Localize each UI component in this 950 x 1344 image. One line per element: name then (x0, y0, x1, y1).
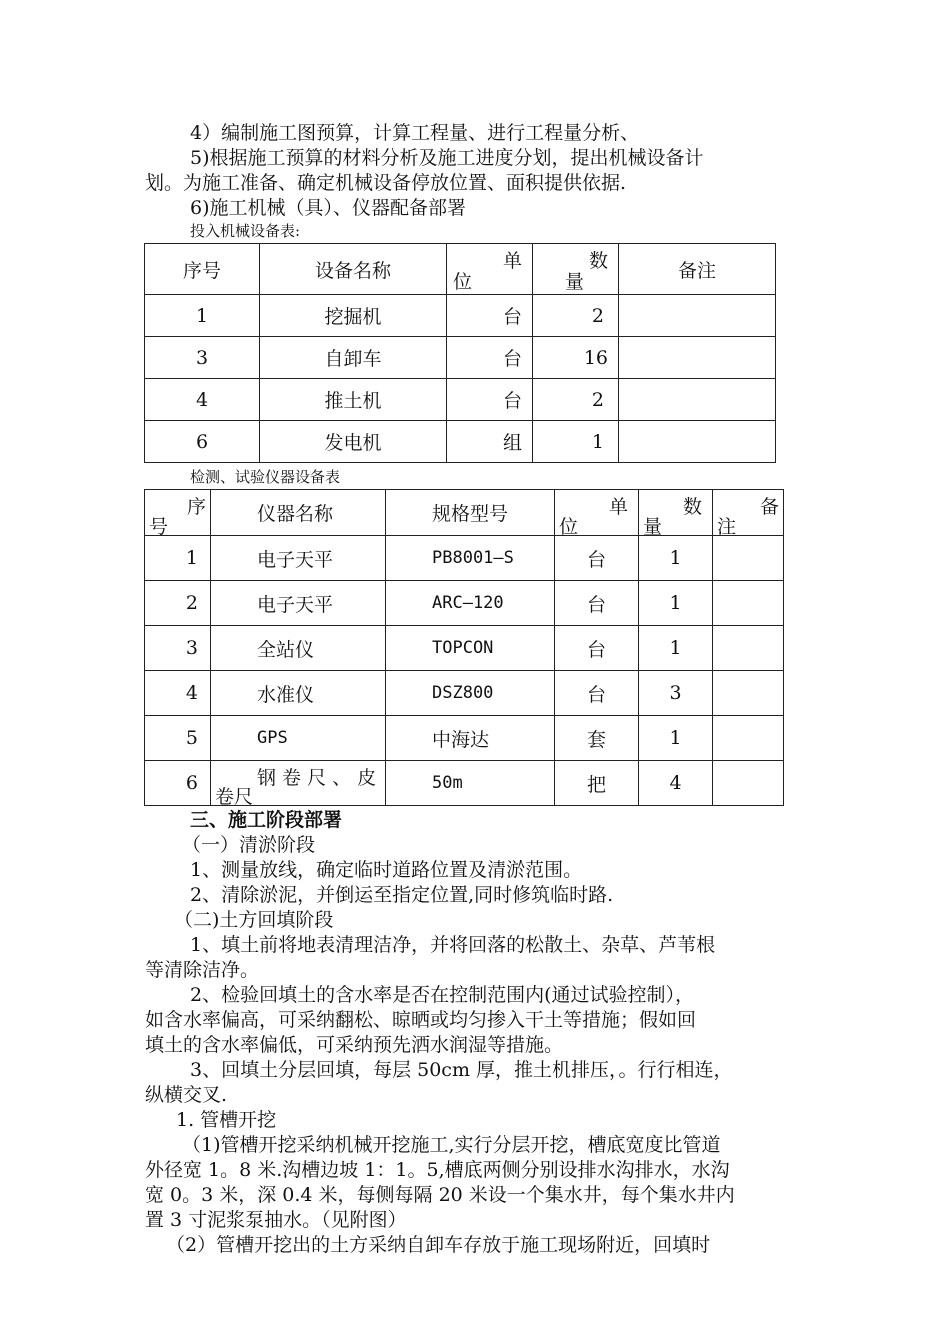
subsection-1-title: （一）清淤阶段 (182, 834, 316, 856)
cell-qty: 2 (533, 379, 619, 421)
header-unit (555, 490, 639, 536)
cell-name: 电子天平 (211, 536, 386, 581)
cell-model: TOPCON (386, 626, 555, 671)
paragraph: 1、测量放线，确定临时道路位置及清淤范围。 (190, 859, 583, 881)
cell-no: 6 (145, 421, 260, 463)
cell-unit: 台 (555, 536, 639, 581)
cell-note (619, 337, 776, 379)
machinery-table (144, 243, 776, 463)
table-row (145, 337, 776, 379)
cell-unit: 组 (447, 421, 533, 463)
cell-no: 6 (145, 761, 211, 806)
cell-name-line1: 钢 卷 尺 、 皮 (257, 767, 377, 789)
header-qty-top: 数 (588, 250, 608, 272)
table-row (145, 581, 784, 626)
cell-unit: 套 (555, 716, 639, 761)
table-row (145, 536, 784, 581)
header-qty-top: 数 (682, 496, 702, 518)
cell-unit: 把 (555, 761, 639, 806)
table-row (145, 761, 784, 806)
cell-name: 推土机 (260, 379, 447, 421)
cell-model: ARC—120 (386, 581, 555, 626)
cell-model: PB8001—S (386, 536, 555, 581)
paragraph: 2、检验回填土的含水率是否在控制范围内(通过试验控制）， (190, 984, 695, 1006)
table-header-row (145, 490, 784, 536)
header-unit (447, 244, 533, 295)
paragraph-cont: 等清除洁净。 (145, 959, 260, 981)
cell-note (713, 626, 784, 671)
cell-model: DSZ800 (386, 671, 555, 716)
paragraph: 1、填土前将地表清理洁净，并将回落的松散土、杂草、芦苇根 (190, 934, 716, 956)
cell-note (619, 295, 776, 337)
table-row (145, 295, 776, 337)
cell-name-line2: 卷尺 (215, 786, 254, 806)
table1-caption: 投入机械设备表: (190, 222, 301, 240)
cell-qty: 1 (639, 626, 713, 671)
cell-name: 全站仪 (211, 626, 386, 671)
paragraph: （1)管槽开挖采纳机械开挖施工,实行分层开挖，槽底宽度比管道 (182, 1134, 721, 1156)
header-unit-bot: 位 (453, 271, 473, 293)
cell-note (713, 671, 784, 716)
header-qty-bot: 量 (565, 271, 585, 293)
paragraph-cont: 填土的含水率偏低，可采纳预先洒水润湿等措施。 (145, 1034, 564, 1056)
header-no (145, 490, 211, 536)
cell-unit: 台 (447, 295, 533, 337)
cell-model: 50m (386, 761, 555, 806)
cell-note (619, 421, 776, 463)
table-row (145, 626, 784, 671)
cell-note (713, 536, 784, 581)
cell-name: 电子天平 (211, 581, 386, 626)
paragraph-cont: 如含水率偏高，可采纳翻松、晾晒或均匀掺入干土等措施；假如回 (145, 1009, 697, 1031)
header-unit-top: 单 (502, 250, 522, 272)
cell-note (713, 761, 784, 806)
header-qty (639, 490, 713, 536)
paragraph: 2、清除淤泥，并倒运至指定位置,同时修筑临时路. (190, 884, 614, 906)
cell-model: 中海达 (386, 716, 555, 761)
cell-name: GPS (211, 716, 386, 761)
cell-note (713, 716, 784, 761)
header-unit-bot: 位 (559, 516, 579, 536)
cell-no: 4 (145, 379, 260, 421)
cell-name: 发电机 (260, 421, 447, 463)
header-qty (533, 244, 619, 295)
paragraph-cont: 置 3 寸泥浆泵抽水。（见附图） (145, 1209, 407, 1231)
cell-qty: 4 (639, 761, 713, 806)
table-row (145, 671, 784, 716)
header-name: 设备名称 (260, 244, 447, 295)
subsection-2-title: （二)土方回填阶段 (174, 909, 334, 931)
header-unit-top: 单 (608, 496, 628, 518)
table2-caption: 检测、试验仪器设备表 (190, 468, 341, 486)
cell-no: 1 (145, 295, 260, 337)
header-no-top: 序 (186, 496, 206, 518)
cell-name (211, 761, 386, 806)
paragraph-cont: 纵横交叉. (145, 1084, 228, 1106)
cell-unit: 台 (447, 379, 533, 421)
paragraph-cont: 外径宽 1。8 米.沟槽边坡 1：1。5,槽底两侧分别设排水沟排水，水沟 (145, 1159, 730, 1181)
paragraph-cont: 宽 0。3 米，深 0.4 米，每侧每隔 20 米设一个集水井，每个集水井内 (145, 1184, 735, 1206)
cell-qty: 1 (639, 581, 713, 626)
cell-qty: 2 (533, 295, 619, 337)
cell-no: 3 (145, 626, 211, 671)
cell-qty: 1 (639, 716, 713, 761)
cell-qty: 1 (639, 536, 713, 581)
header-note-bot: 注 (717, 516, 737, 536)
header-model: 规格型号 (386, 490, 555, 536)
header-name: 仪器名称 (211, 490, 386, 536)
instrument-table (144, 489, 784, 806)
section-heading: 三、施工阶段部署 (190, 809, 343, 831)
intro-item-5: 5)根据施工预算的材料分析及施工进度分划，提出机械设备计 (190, 147, 704, 169)
table-row (145, 421, 776, 463)
cell-unit: 台 (555, 671, 639, 716)
intro-item-4: 4）编制施工图预算，计算工程量、进行工程量分析、 (190, 122, 640, 144)
cell-no: 3 (145, 337, 260, 379)
pipe-trench-title: 1. 管槽开挖 (176, 1109, 277, 1131)
header-no: 序号 (145, 244, 260, 295)
cell-unit: 台 (555, 581, 639, 626)
cell-name: 水准仪 (211, 671, 386, 716)
intro-item-6: 6)施工机械（具）、仪器配备部署 (190, 197, 467, 219)
cell-no: 2 (145, 581, 211, 626)
cell-note (619, 379, 776, 421)
header-no-bot: 号 (149, 516, 169, 536)
paragraph: 3、回填土分层回填，每层 50cm 厚，推土机排压，。行行相连， (190, 1059, 733, 1081)
cell-name: 自卸车 (260, 337, 447, 379)
paragraph: （2）管槽开挖出的土方采纳自卸车存放于施工现场附近，回填时 (166, 1234, 711, 1256)
table-row (145, 379, 776, 421)
intro-item-5-cont: 划。为施工准备、确定机械设备停放位置、面积提供依据. (145, 172, 627, 194)
cell-name: 挖掘机 (260, 295, 447, 337)
cell-qty: 16 (533, 337, 619, 379)
cell-no: 4 (145, 671, 211, 716)
header-qty-bot: 量 (643, 516, 663, 536)
cell-no: 5 (145, 716, 211, 761)
cell-note (713, 581, 784, 626)
cell-unit: 台 (555, 626, 639, 671)
table-header-row (145, 244, 776, 295)
cell-no: 1 (145, 536, 211, 581)
cell-unit: 台 (447, 337, 533, 379)
table-row (145, 716, 784, 761)
header-note (713, 490, 784, 536)
header-note-top: 备 (759, 496, 779, 518)
cell-qty: 1 (533, 421, 619, 463)
header-note: 备注 (619, 244, 776, 295)
cell-qty: 3 (639, 671, 713, 716)
